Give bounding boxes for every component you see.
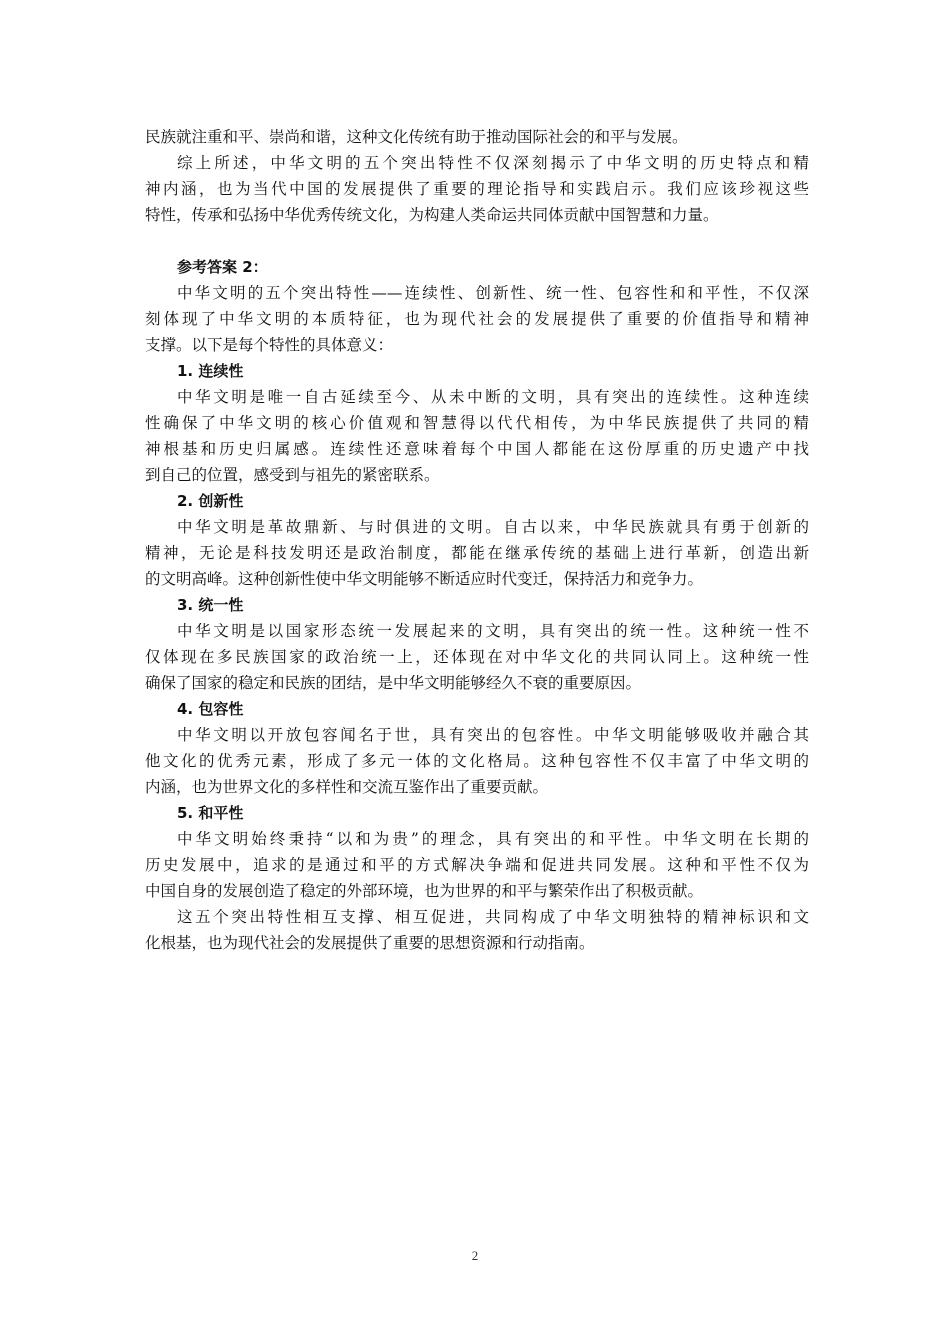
text-line: 中华文明的五个突出特性——连续性、创新性、统一性、包容性和和平性，不仅深 (177, 284, 809, 302)
text-line: 中华文明始终秉持“以和为贵”的理念，具有突出的和平性。中华文明在长期的 (177, 830, 809, 848)
text-line: 刻体现了中华文明的本质特征，也为现代社会的发展提供了重要的价值指导和精神 (145, 310, 809, 328)
paragraph-answer-intro (145, 280, 809, 358)
text-line: 中华文明以开放包容闻名于世，具有突出的包容性。中华文明能够吸收并融合其 (177, 726, 809, 744)
text-line: 民族就注重和平、崇尚和谐，这种文化传统有助于推动国际社会的和平与发展。 (145, 128, 688, 146)
text-line: 中华文明是以国家形态统一发展起来的文明，具有突出的统一性。这种统一性不 (177, 622, 809, 640)
section-heading-continuity: 1. 连续性 (177, 362, 244, 380)
text-line: 性确保了中华文明的核心价值观和智慧得以代代相传，为中华民族提供了共同的精 (145, 414, 809, 432)
paragraph-inclusiveness (145, 722, 809, 800)
text-line: 中华文明是革故鼎新、与时俱进的文明。自古以来，中华民族就具有勇于创新的 (177, 518, 809, 536)
text-line: 仅体现在多民族国家的政治统一上，还体现在对中华文化的共同认同上。这种统一性 (145, 648, 809, 666)
text-line: 确保了国家的稳定和民族的团结，是中华文明能够经久不衰的重要原因。 (145, 674, 642, 692)
paragraph-unity (145, 618, 809, 696)
text-line: 精神，无论是科技发明还是政治制度，都能在继承传统的基础上进行革新，创造出新 (145, 544, 809, 562)
section-heading-innovation: 2. 创新性 (177, 492, 244, 510)
blank-line (145, 228, 809, 254)
paragraph-conclusion (145, 904, 809, 956)
paragraph-continuity (145, 384, 809, 488)
text-line: 特性，传承和弘扬中华优秀传统文化，为构建人类命运共同体贡献中国智慧和力量。 (145, 206, 719, 224)
paragraph-intro-continuation (145, 124, 809, 150)
text-line: 综上所述，中华文明的五个突出特性不仅深刻揭示了中华文明的历史特点和精 (177, 154, 809, 172)
text-line: 到自己的位置，感受到与祖先的紧密联系。 (145, 466, 440, 484)
text-line: 这五个突出特性相互支撑、相互促进，共同构成了中华文明独特的精神标识和文 (177, 908, 809, 926)
section-heading-peacefulness: 5. 和平性 (177, 804, 244, 822)
text-line: 的文明高峰。这种创新性使中华文明能够不断适应时代变迁，保持活力和竞争力。 (145, 570, 704, 588)
document-body (145, 124, 809, 956)
text-line: 化根基，也为现代社会的发展提供了重要的思想资源和行动指南。 (145, 934, 595, 952)
paragraph-summary (145, 150, 809, 228)
text-line: 神内涵，也为当代中国的发展提供了重要的理论指导和实践启示。我们应该珍视这些 (145, 180, 809, 198)
answer-title: 参考答案 2： (177, 258, 268, 276)
text-line: 中华文明是唯一自古延续至今、从未中断的文明，具有突出的连续性。这种连续 (177, 388, 809, 406)
text-line: 支撑。以下是每个特性的具体意义： (145, 336, 394, 354)
text-line: 内涵，也为世界文化的多样性和交流互鉴作出了重要贡献。 (145, 778, 549, 796)
paragraph-innovation (145, 514, 809, 592)
text-line: 神根基和历史归属感。连续性还意味着每个中国人都能在这份厚重的历史遗产中找 (145, 440, 809, 458)
text-line: 他文化的优秀元素，形成了多元一体的文化格局。这种包容性不仅丰富了中华文明的 (145, 752, 809, 770)
section-heading-inclusiveness: 4. 包容性 (177, 700, 244, 718)
section-heading-unity: 3. 统一性 (177, 596, 244, 614)
text-line: 历史发展中，追求的是通过和平的方式解决争端和促进共同发展。这种和平性不仅为 (145, 856, 809, 874)
page-number: 2 (471, 1248, 479, 1263)
text-line: 中国自身的发展创造了稳定的外部环境，也为世界的和平与繁荣作出了积极贡献。 (145, 882, 704, 900)
paragraph-peacefulness (145, 826, 809, 904)
